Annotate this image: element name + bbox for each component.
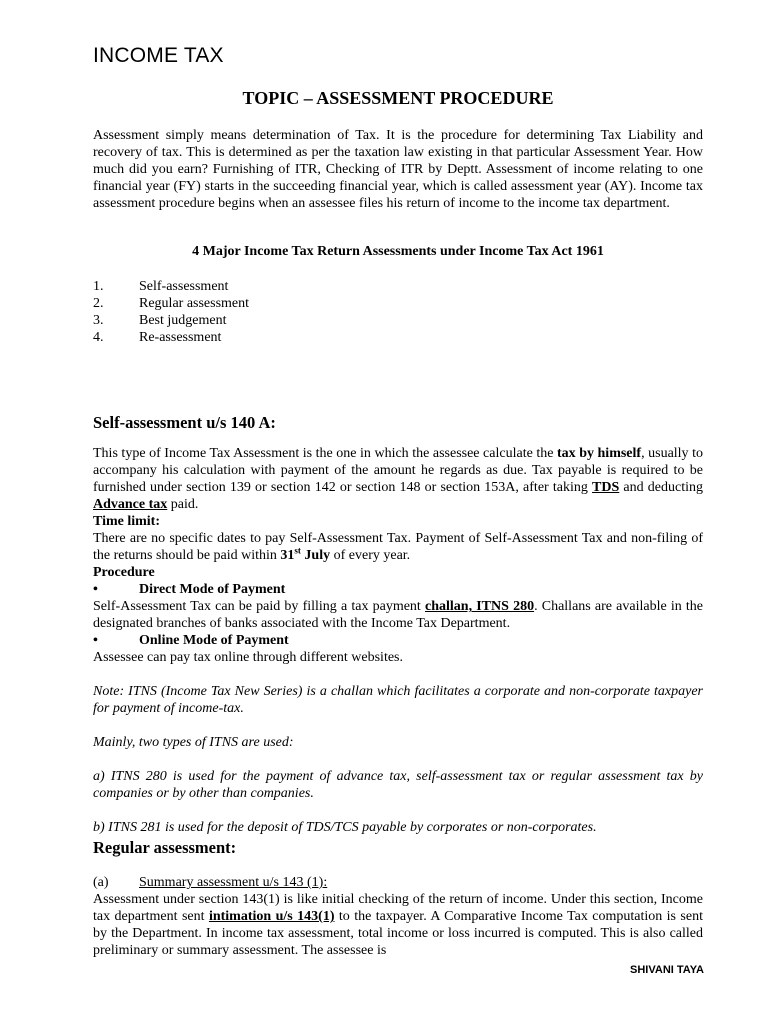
list-item-number: 1.: [93, 279, 104, 294]
list-item-number: 4.: [93, 330, 104, 345]
bullet-glyph: •: [93, 633, 98, 648]
text-run: to the taxpayer. A Comparative Income Tax computation is sent by the Department. In income tax assessment, total income or loss incurred is computed. This is also called preliminary or summary assessment. The assessee is: [93, 909, 703, 958]
text-run: , usually to accompany his calculation with payment of the amount he regards as due. Tax payable is required to be furnished under section 139 or section 142 or section 148 or section 153A, after taking: [93, 446, 703, 495]
intro-section: [93, 127, 703, 212]
self-assessment-section: [93, 445, 703, 836]
direct-mode-paragraph: [93, 598, 703, 632]
text-run: This type of Income Tax Assessment is the one in which the assessee calculate the: [93, 446, 557, 461]
list-item-number: 3.: [93, 313, 104, 328]
self-assessment-heading: Self-assessment u/s 140 A:: [93, 413, 276, 432]
bullet-online-mode: [93, 632, 703, 649]
text-run: paid.: [167, 497, 199, 512]
date-ordinal: st: [294, 545, 301, 556]
item-number: (a): [93, 875, 109, 890]
major-assessments-list: [93, 278, 493, 346]
intro-paragraph: Assessment simply means determination of Tax. It is the procedure for determining Tax Liability and recovery of tax. This is determined as per the taxation law existing in that particular Assessment Year. How much did you earn? Furnishing of ITR, Checking of ITR by Deptt. Assessment of income relating to one financial year (FY) starts in the succeeding financial year, which is called assessment year (AY). Income tax assessment procedure begins when an assessee files his return of income to the income tax department.: [93, 128, 703, 211]
bullet-glyph: •: [93, 582, 98, 597]
text-run: of every year.: [330, 548, 411, 563]
footer-author: SHIVANI TAYA: [630, 964, 704, 976]
itns-types-intro: Mainly, two types of ITNS are used:: [93, 735, 294, 750]
date-day: 31: [280, 548, 295, 563]
regular-assessment-section: [93, 874, 703, 959]
summary-assessment-paragraph: [93, 891, 703, 959]
date-month: July: [300, 548, 331, 563]
advance-tax-term: Advance tax: [93, 497, 168, 512]
list-item: [93, 295, 493, 312]
time-limit-paragraph: [93, 530, 703, 564]
intimation-term: intimation u/s 143(1): [208, 909, 335, 924]
text-run: Self-Assessment Tax can be paid by filling a tax payment: [93, 599, 425, 614]
list-item: [93, 312, 493, 329]
list-item-label: Regular assessment: [139, 296, 250, 311]
time-limit-label: Time limit:: [93, 514, 161, 529]
online-mode-label: Online Mode of Payment: [139, 633, 289, 648]
list-item-number: 2.: [93, 296, 104, 311]
list-item: [93, 329, 493, 346]
bullet-direct-mode: [93, 581, 703, 598]
list-item: [93, 278, 493, 295]
summary-assessment-label: Summary assessment u/s 143 (1):: [139, 875, 328, 890]
list-item-label: Best judgement: [139, 313, 227, 328]
self-assessment-paragraph: [93, 445, 703, 513]
text-run: and deducting: [619, 480, 704, 495]
topic-heading: TOPIC – ASSESSMENT PROCEDURE: [242, 88, 554, 108]
itns-281-item: b) ITNS 281 is used for the deposit of TDS/TCS payable by corporates or non-corporates.: [93, 820, 597, 835]
list-item-label: Re-assessment: [139, 330, 222, 345]
text-run-bold: tax by himself: [556, 446, 642, 461]
document-header-title: INCOME TAX: [93, 44, 224, 67]
text-run: . Challans are available in the designated branches of banks associated with the Income Tax Department.: [93, 599, 703, 631]
tds-term: TDS: [592, 480, 620, 495]
major-assessments-heading: 4 Major Income Tax Return Assessments under Income Tax Act 1961: [192, 244, 604, 259]
procedure-label: Procedure: [93, 565, 155, 580]
challan-term: challan, ITNS 280: [425, 599, 535, 614]
regular-assessment-heading: Regular assessment:: [93, 838, 237, 857]
direct-mode-label: Direct Mode of Payment: [139, 582, 286, 597]
list-item-label: Self-assessment: [139, 279, 229, 294]
text-run: There are no specific dates to pay Self-Assessment Tax. Payment of Self-Assessment Tax and non-filing of the returns should be paid within: [93, 531, 703, 563]
online-mode-paragraph: Assessee can pay tax online through different websites.: [93, 650, 403, 665]
summary-assessment-item: [93, 874, 703, 891]
itns-280-item: a) ITNS 280 is used for the payment of advance tax, self-assessment tax or regular assessment tax by companies or by other than companies.: [93, 769, 703, 801]
itns-note: Note: ITNS (Income Tax New Series) is a challan which facilitates a corporate and non-corporate taxpayer for payment of income-tax.: [93, 684, 703, 716]
text-run: Assessment under section 143(1) is like initial checking of the return of income. Under this section, Income tax department sent: [93, 892, 703, 924]
